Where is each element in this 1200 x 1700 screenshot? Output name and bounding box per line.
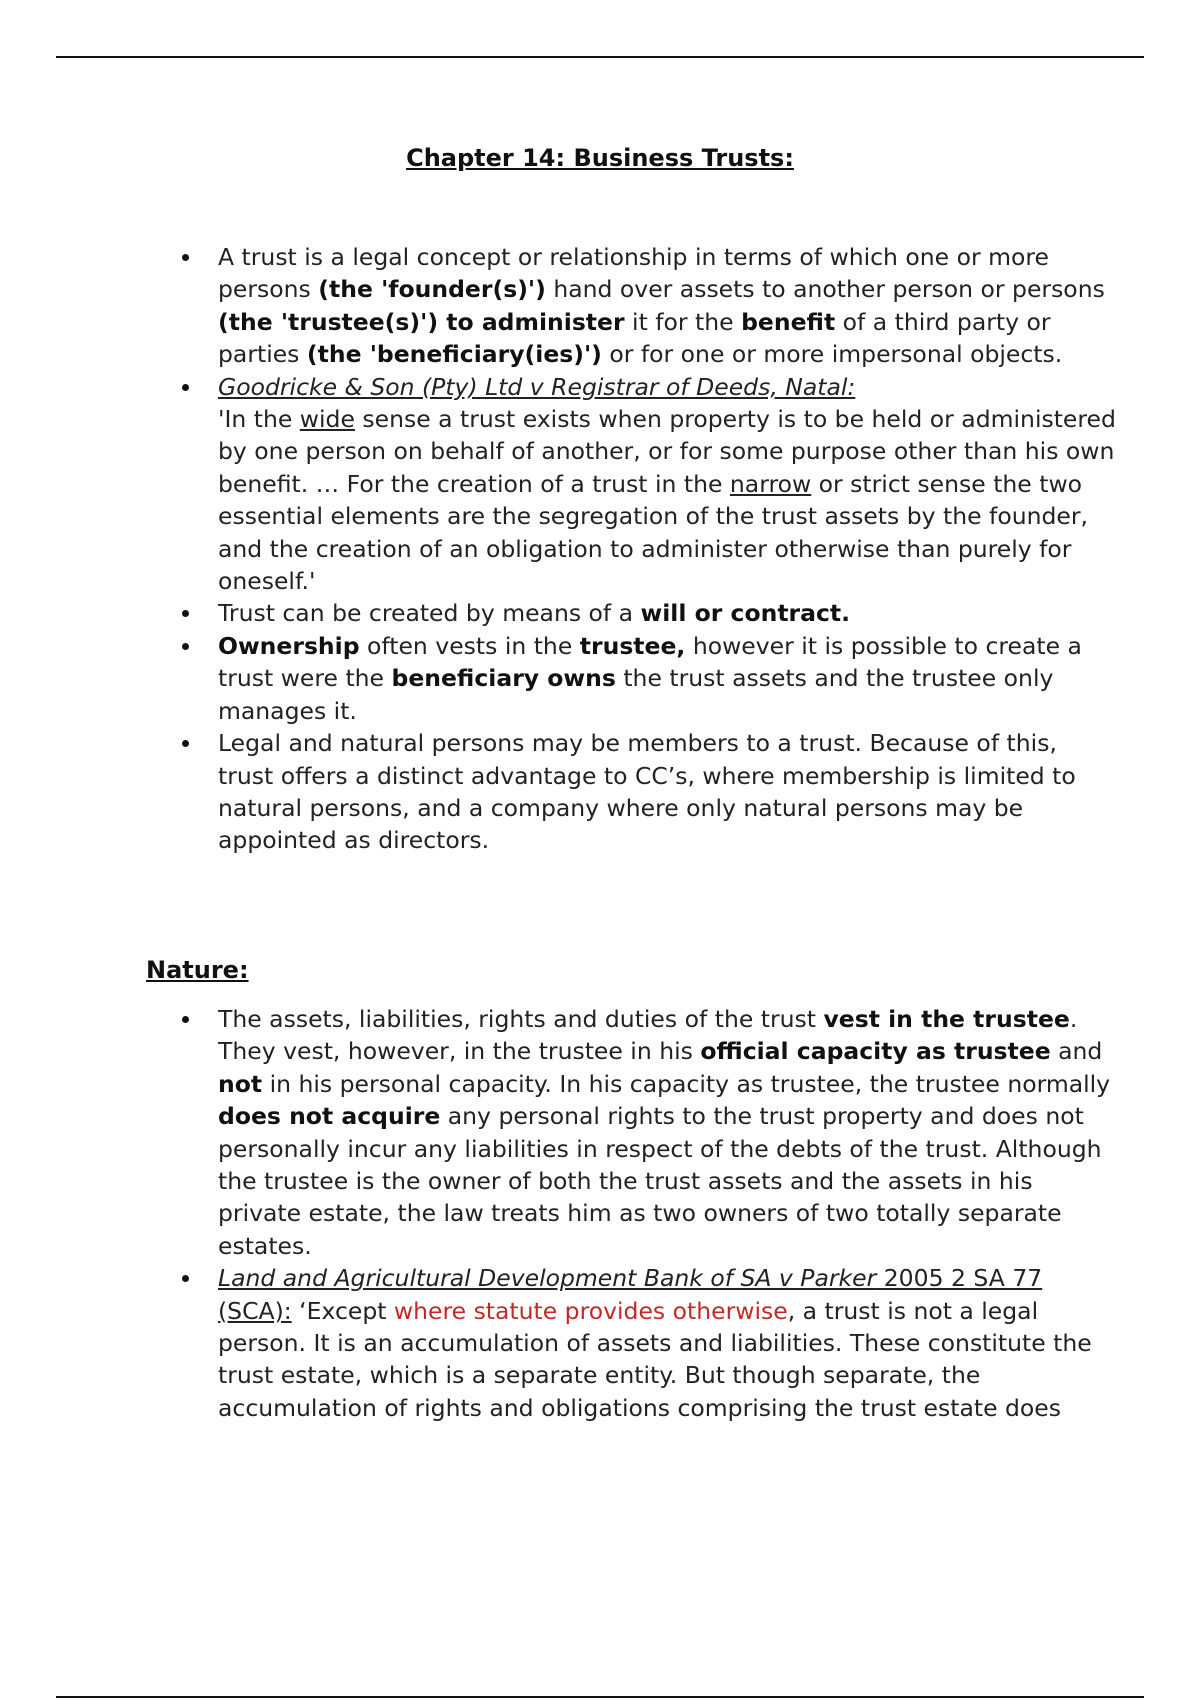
list-item: Goodricke & Son (Pty) Ltd v Registrar of Deeds, Natal: 'In the wide sense a trust exists when property is to be held or administered by one person on behalf of another, or for some purpose other than his own benefit. … For the creation of a trust in the narrow or strict sense the two essential elements are the segregation of the trust assets by the founder, and the creation of an obligation to administer otherwise than purely for oneself.' bbox=[218, 371, 1118, 598]
case-citation: Goodricke & Son (Pty) Ltd v Registrar of Deeds, Natal: bbox=[218, 372, 856, 401]
footer-rule bbox=[56, 1696, 1144, 1698]
list-item: Land and Agricultural Development Bank of SA v Parker 2005 2 SA 77 (SCA): ‘Except where statute provides otherwise, a trust is not a legal person. It is an accumulation of assets and liabilities. These constitute the trust estate, which is a separate entity. But though separate, the accumulation of rights and obligations comprising the trust estate does bbox=[218, 1262, 1118, 1424]
bullet-icon bbox=[182, 254, 189, 261]
section-heading-nature: Nature: bbox=[146, 956, 249, 984]
bullet-icon bbox=[182, 1275, 189, 1282]
bullet-icon bbox=[182, 384, 189, 391]
case-citation: Land and Agricultural Development Bank of SA v Parker bbox=[218, 1264, 877, 1293]
nature-bullet-list bbox=[218, 1003, 1118, 1424]
highlighted-text: where statute provides otherwise bbox=[393, 1296, 788, 1325]
list-item: Legal and natural persons may be members to a trust. Because of this, trust offers a distinct advantage to CC’s, where membership is limited to natural persons, and a company where only natural persons may be appointed as directors. bbox=[218, 727, 1118, 857]
page-title: Chapter 14: Business Trusts: bbox=[406, 144, 794, 172]
bullet-icon bbox=[182, 643, 189, 650]
list-item: Trust can be created by means of a will or contract. bbox=[218, 597, 1118, 629]
intro-bullet-list bbox=[218, 241, 1118, 857]
header-rule bbox=[56, 56, 1144, 58]
bullet-icon bbox=[182, 610, 189, 617]
list-item: A trust is a legal concept or relationship in terms of which one or more persons (the 'founder(s)') hand over assets to another person or persons (the 'trustee(s)') to administer it for the benefit of a third party or parties (the 'beneficiary(ies)') or for one or more impersonal objects. bbox=[218, 241, 1118, 371]
bullet-icon bbox=[182, 1016, 189, 1023]
list-item: Ownership often vests in the trustee, however it is possible to create a trust were the beneficiary owns the trust assets and the trustee only manages it. bbox=[218, 630, 1118, 727]
bullet-icon bbox=[182, 740, 189, 747]
list-item: The assets, liabilities, rights and duties of the trust vest in the trustee. They vest, however, in the trustee in his official capacity as trustee and not in his personal capacity. In his capacity as trustee, the trustee normally does not acquire any personal rights to the trust property and does not personally incur any liabilities in respect of the debts of the trust. Although the trustee is the owner of both the trust assets and the assets in his private estate, the law treats him as two owners of two totally separate estates. bbox=[218, 1003, 1118, 1262]
